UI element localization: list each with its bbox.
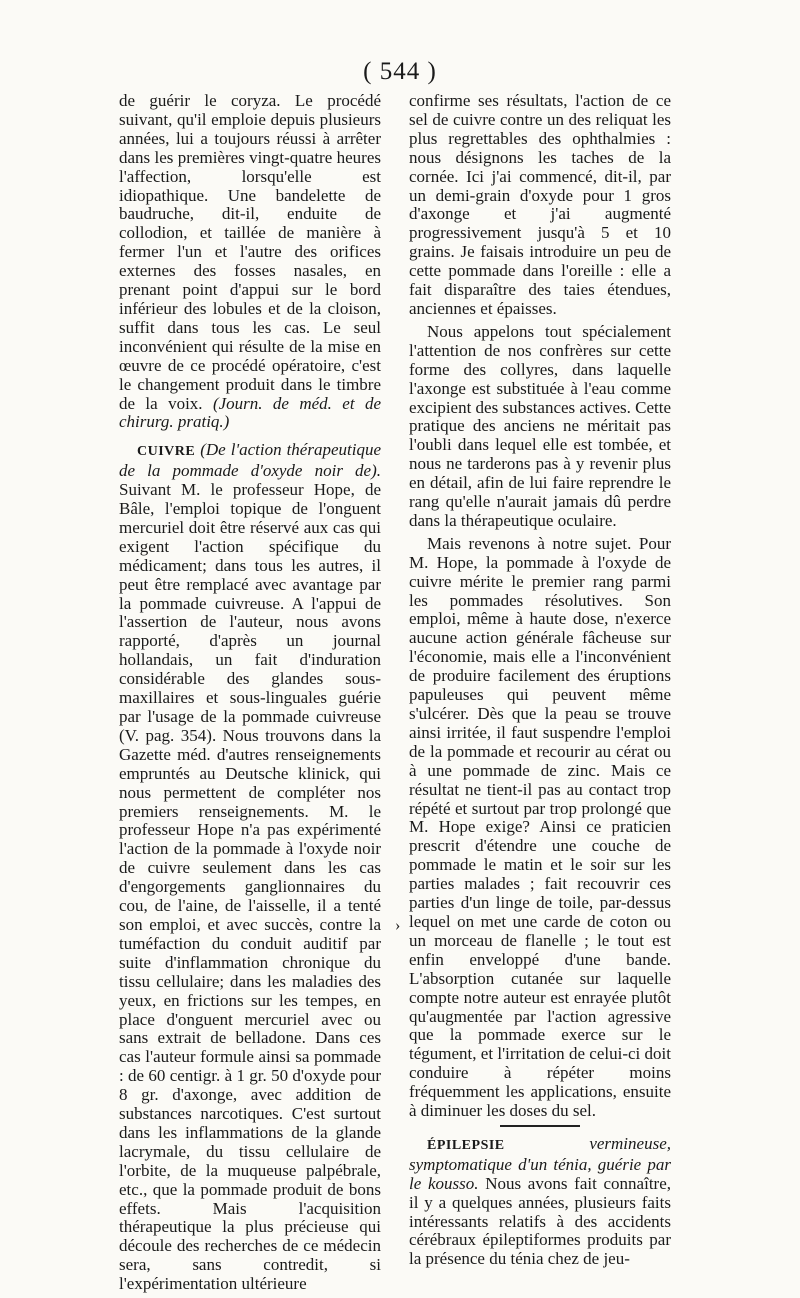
section-rule <box>500 1125 580 1127</box>
right-paragraph-1: confirme ses résultats, l'action de ce sel de cuivre contre un des reliquat les plus regrettables des ophthalmies : nous désignons les taches de la cornée. Ici j'ai commencé, dit-il, par un demi-grain d'oxyde pour 1 gros d'axonge et j'ai augmenté progressivement jusqu'à 5 et 10 grains. Je faisais introduire un peu de cette pommade dans l'oreille : elle a fait disparaître des taies étendues, anciennes et épaisses. <box>409 91 671 318</box>
margin-mark: › <box>395 917 401 934</box>
right-paragraph-2: Nous appelons tout spécialement l'attention de nos confrères sur cette forme des collyres, dans laquelle l'axonge est substituée à l'eau comme excipient des substances actives. Cette pratique des anciens ne méritait pas l'oubli dans lequel elle est tombée, et nous ne tarderons pas à y revenir plus en détail, afin de lui faire reprendre le rang qu'elle n'aurait jamais dû perdre dans la thérapeutique oculaire. <box>409 321 671 530</box>
epilepsie-subtitle: vermineuse, symptomatique d'un ténia, guérie par le kousso. <box>409 1133 671 1193</box>
epilepsie-entry <box>409 1135 671 1269</box>
cuivre-text: Suivant M. le professeur Hope, de Bâle, l'emploi topique de l'onguent mercuriel doit être réservé aux cas qui exigent l'action spécifique du médicament; dans tous les autres, il peut être remplacé avec avantage par la pommade cuivreuse. A l'appui de l'assertion de l'auteur, nous avons rapporté, d'après un journal hollandais, un fait d'induration considérable des glandes sous-maxillaires et sous-linguales guérie par l'usage de la pommade cuivreuse (V. pag. 354). Nous trouvons dans la Gazette méd. d'autres renseignements empruntés au Deutsche klinick, qui nous permettent de compléter nos premiers renseignements. M. le professeur Hope n'a pas expérimenté l'action de la pommade à l'oxyde noir de cuivre seulement dans les cas d'engorgements ganglionnaires du cou, de l'aine, de l'aisselle, il a tenté son emploi, et avec succès, contre la tuméfaction du conduit auditif par suite d'inflammation chronique du tissu cellulaire; dans les maladies des yeux, en frictions sur les tempes, en place d'onguent mercuriel avec ou sans extrait de belladone. Dans ces cas l'auteur formule ainsi sa pommade : de 60 centigr. à 1 gr. 50 d'oxyde pour 8 gr. d'axonge, avec addition de substances narcotiques. C'est surtout dans les inflammations de la glande lacrymale, du tissu cellulaire de l'orbite, de la muqueuse palpébrale, etc., que la pommade produit de bons effets. Mais l'acquisition thérapeutique la plus précieuse qui découle des recherches de ce médecin sera, sans contredit, si l'expérimentation ultérieure <box>119 480 381 1294</box>
coryza-text: de guérir le coryza. Le procédé suivant, qu'il emploie depuis plusieurs années, lui a toujours réussi à arrêter dans les premières vingt-quatre heures l'affection, lorsqu'elle est idiopathique. Une bandelette de baudruche, dit-il, enduite de collodion, et taillée de manière à fermer l'un et l'autre des orifices externes des fosses nasales, en prenant point d'appui sur le bord inférieur des lobules et de la cloison, suffit dans tous les cas. Le seul inconvénient qui résulte de la mise en œuvre de ce procédé opératoire, c'est le changement produit dans le timbre de la voix. <box>119 91 381 413</box>
epilepsie-text: Nous avons fait connaître, il y a quelques années, plusieurs faits intéressants relatifs à des accidents cérébraux épileptiformes produits par la présence du ténia chez de jeu- <box>409 1173 672 1269</box>
left-column <box>119 92 381 1298</box>
cuivre-entry <box>119 441 381 1294</box>
coryza-source: (Journ. de méd. et de chirurg. pratiq.) <box>119 393 381 432</box>
cuivre-heading: CUIVRE <box>137 444 196 460</box>
page-number: ( 544 ) <box>363 58 437 85</box>
right-column <box>409 92 671 1273</box>
right-paragraph-3: Mais revenons à notre sujet. Pour M. Hope, la pommade à l'oxyde de cuivre mérite le premier rang parmi les pommades résolutives. Son emploi, même à haute dose, n'exerce aucune action générale fâcheuse sur l'économie, mais elle a l'inconvénient de produire facilement des éruptions papuleuses qui peuvent même s'ulcérer. Dès que la peau se trouve ainsi irritée, il faut suspendre l'emploi de la pommade et recourir au cérat ou à une pommade de zinc. Mais ce résultat ne tient-il pas au contact trop répété et surtout par trop prolongé que M. Hope exige? Ainsi ce praticien prescrit d'étendre une couche de pommade le matin et le soir sur les parties malades ; fait recouvrir ces parties d'un linge de toile, par-dessus lequel on met une carde de coton ou un morceau de flanelle ; le tout est enfin enveloppé d'une bande. L'absorption cutanée sur laquelle compte notre auteur est enrayée plutôt qu'augmentée par l'action agressive que la pommade exerce sur le tégument, et l'irritation de celui-ci doit conduire à répéter moins fréquemment les applications, ensuite à diminuer les doses du sel. <box>409 533 671 1121</box>
epilepsie-heading: ÉPILEPSIE <box>427 1137 505 1153</box>
left-paragraph-1 <box>119 92 381 432</box>
cuivre-subtitle: (De l'action thérapeutique de la pommade d'oxyde noir de). <box>119 440 381 481</box>
